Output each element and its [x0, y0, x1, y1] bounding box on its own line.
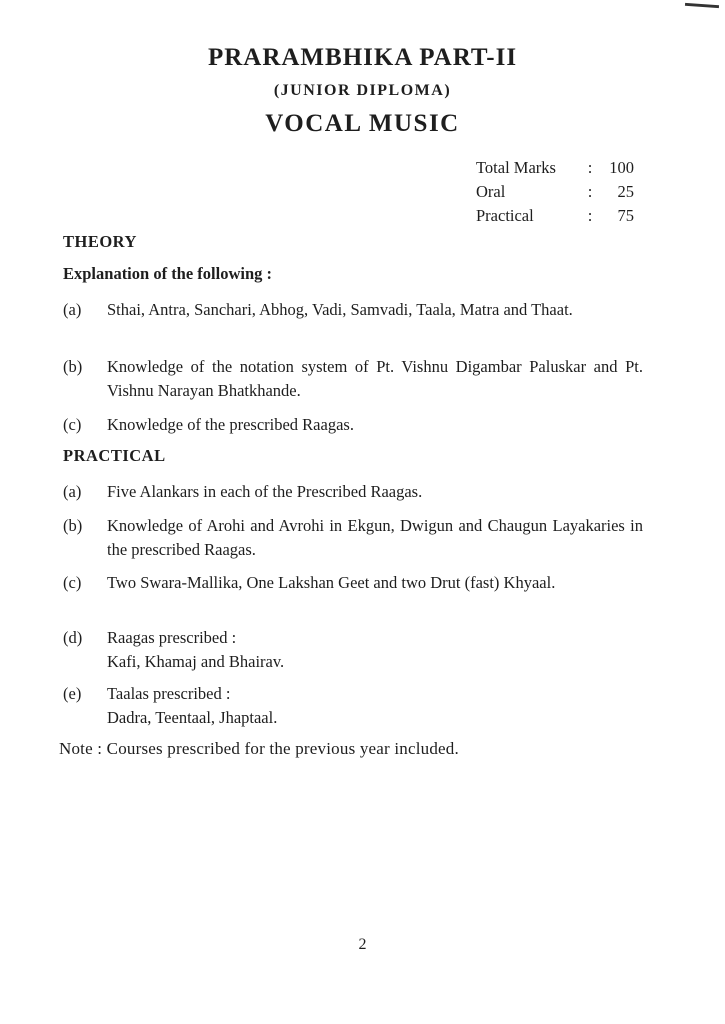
- marks-label: Practical: [476, 206, 534, 225]
- item-label: (a): [63, 482, 82, 501]
- item-label: (c): [63, 415, 82, 434]
- item-text-secondary: Kafi, Khamaj and Bhairav.: [107, 652, 285, 671]
- subject-title: VOCAL MUSIC: [265, 110, 460, 137]
- item-label: (e): [63, 684, 82, 703]
- document-title: PRARAMBHIKA PART-II: [207, 44, 518, 71]
- marks-label: Total Marks: [476, 158, 556, 177]
- theory-intro: Explanation of the following :: [63, 264, 273, 283]
- marks-value: 75: [617, 206, 634, 225]
- item-label: (a): [63, 300, 82, 319]
- practical-item-b: [63, 514, 643, 562]
- item-text: Taalas prescribed :: [107, 684, 231, 703]
- corner-mark: [685, 3, 719, 8]
- practical-item-c: [63, 571, 643, 595]
- item-text-secondary: Dadra, Teentaal, Jhaptaal.: [107, 708, 278, 727]
- page-number: 2: [358, 936, 367, 953]
- item-label: (d): [63, 628, 83, 647]
- item-label: (b): [63, 357, 83, 376]
- item-text: Knowledge of the prescribed Raagas.: [107, 415, 354, 434]
- theory-item-b: [63, 355, 643, 403]
- practical-item-d: [63, 626, 643, 674]
- marks-colon: :: [587, 206, 593, 225]
- item-label: (b): [63, 516, 83, 535]
- item-text: Raagas prescribed :: [107, 628, 237, 647]
- item-text: Two Swara-Mallika, One Lakshan Geet and two Drut (fast) Khyaal.: [107, 573, 556, 592]
- theory-heading: THEORY: [63, 232, 137, 251]
- note-text: Note : Courses prescribed for the previous year included.: [59, 739, 459, 758]
- marks-colon: :: [587, 182, 593, 201]
- marks-table: [476, 156, 634, 228]
- marks-row-oral: [476, 180, 634, 204]
- marks-row-practical: [476, 204, 634, 228]
- practical-item-a: [63, 480, 643, 504]
- marks-value: 100: [609, 158, 634, 177]
- theory-item-c: [63, 413, 643, 437]
- marks-row-total: [476, 156, 634, 180]
- item-label: (c): [63, 573, 82, 592]
- marks-value: 25: [617, 182, 634, 201]
- practical-heading: PRACTICAL: [63, 446, 166, 465]
- item-text: Five Alankars in each of the Prescribed Raagas.: [107, 482, 423, 501]
- item-text: Knowledge of Arohi and Avrohi in Ekgun, Dwigun and Chaugun Layakaries in the prescribed Raagas.: [107, 516, 643, 559]
- marks-label: Oral: [476, 182, 506, 201]
- theory-item-a: [63, 298, 643, 322]
- practical-item-e: [63, 682, 643, 730]
- item-text: Knowledge of the notation system of Pt. Vishnu Digambar Paluskar and Pt. Vishnu Narayan Bhatkhande.: [107, 357, 643, 400]
- item-text: Sthai, Antra, Sanchari, Abhog, Vadi, Samvadi, Taala, Matra and Thaat.: [107, 300, 573, 319]
- document-subtitle: (JUNIOR DIPLOMA): [273, 82, 452, 99]
- marks-colon: :: [587, 158, 593, 177]
